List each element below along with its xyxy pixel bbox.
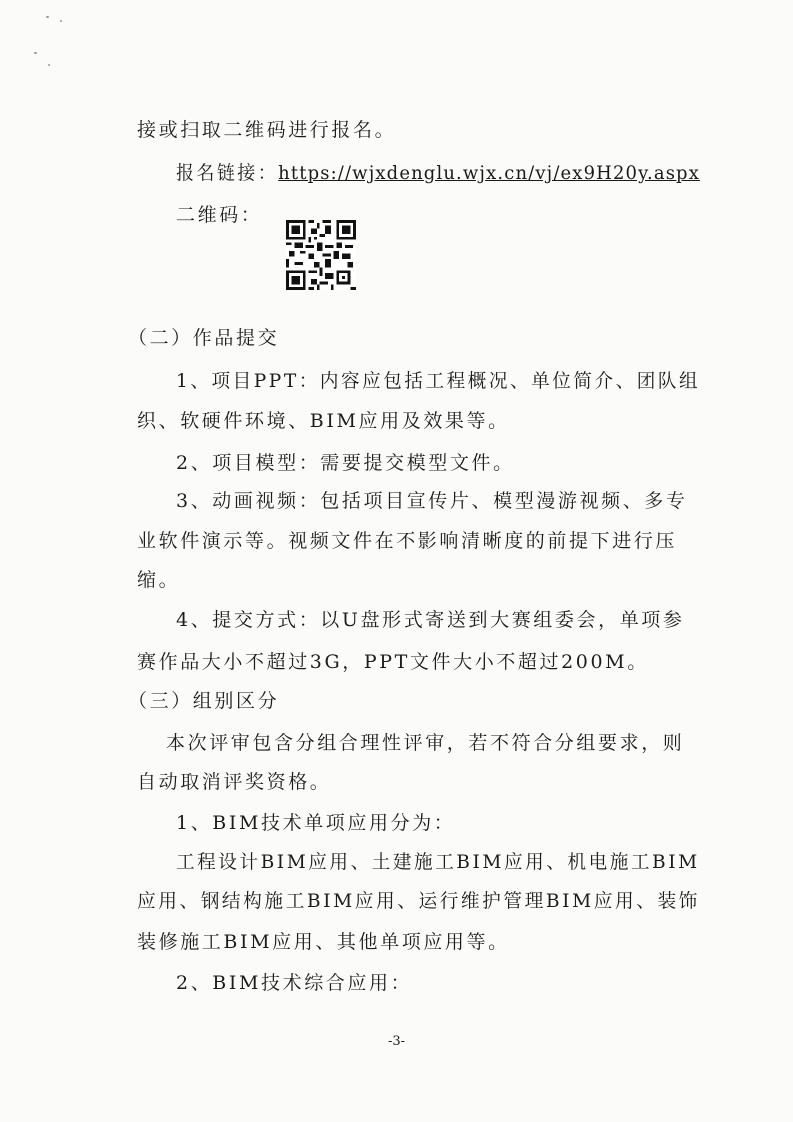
scan-speck [46,16,49,18]
qr-label: 二维码： [176,204,263,226]
text-line: 2、BIM技术综合应用： [176,972,413,994]
text-line: 4、提交方式：以U盘形式寄送到大赛组委会，单项参 [176,609,685,631]
text-line: 缩。 [137,569,181,591]
text-line: 2、项目模型：需要提交模型文件。 [176,452,515,474]
page-number: -3- [387,1034,406,1049]
scan-speck [34,52,37,54]
text-line: 自动取消评奖资格。 [137,771,332,793]
registration-link-line [176,161,700,185]
link-label: 报名链接： [176,162,279,184]
text-line: 本次评审包含分组合理性评审，若不符合分组要求，则 [166,732,685,754]
text-line: 接或扫取二维码进行报名。 [137,119,397,141]
scan-speck [60,20,62,22]
text-line: 织、软硬件环境、BIM应用及效果等。 [137,410,510,432]
scan-speck [48,64,50,66]
text-line: 1、项目PPT：内容应包括工程概况、单位简介、团队组 [176,370,701,392]
text-line: 3、动画视频：包括项目宣传片、模型漫游视频、多专 [176,490,688,512]
text-line: 1、BIM技术单项应用分为： [176,812,456,834]
text-line: 装修施工BIM应用、其他单项应用等。 [137,931,510,953]
text-line: 赛作品大小不超过3G，PPT文件大小不超过200M。 [137,651,649,673]
text-line: 应用、钢结构施工BIM应用、运行维护管理BIM应用、装饰 [137,890,700,912]
text-line: 工程设计BIM应用、土建施工BIM应用、机电施工BIM [176,851,700,873]
registration-link[interactable]: https://wjxdenglu.wjx.cn/vj/ex9H20y.aspx [278,162,700,184]
text-line: 业软件演示等。视频文件在不影响清晰度的前提下进行压 [137,530,678,552]
section-heading: （三）组别区分 [128,690,280,712]
qr-code-icon[interactable] [286,220,356,290]
section-heading: （二）作品提交 [128,327,280,349]
